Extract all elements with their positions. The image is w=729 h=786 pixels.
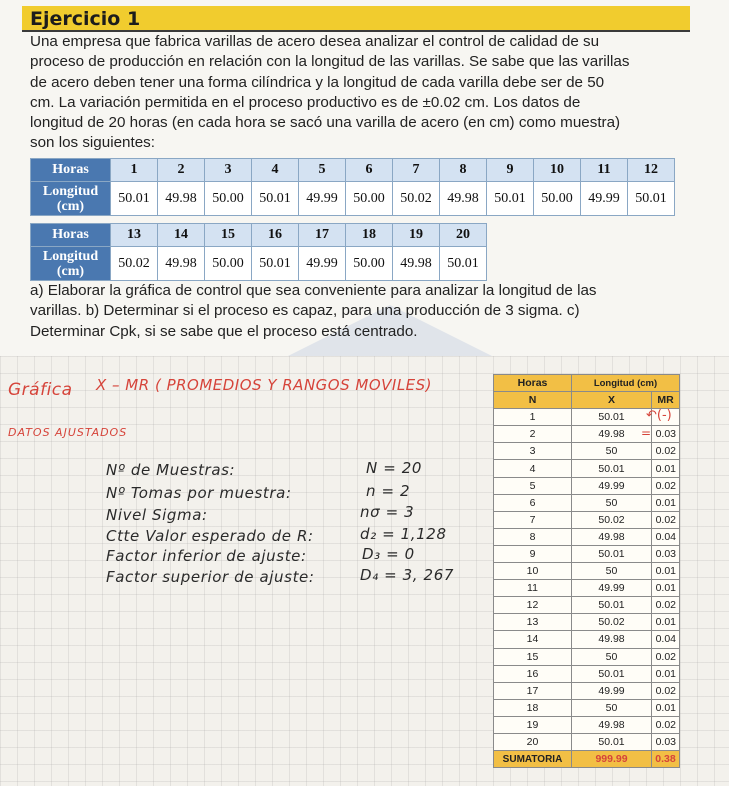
hour-cell: 15: [205, 224, 252, 247]
hour-cell: 1: [111, 159, 158, 182]
param-label: Nº Tomas por muestra:: [106, 484, 292, 502]
length-cell: 50.01: [252, 182, 299, 216]
length-cell: 49.99: [581, 182, 628, 216]
length-cell: 50.01: [252, 247, 299, 281]
param-value: n = 2: [366, 482, 411, 500]
excel-mr-cell: 0.01: [652, 699, 680, 716]
question-text: [30, 281, 690, 342]
excel-row: [494, 716, 680, 733]
length-header-line2: (cm): [56, 263, 85, 279]
statement-line: proceso de producción en relación con la longitud de las varillas. Se sabe que las varillas: [30, 53, 630, 71]
length-cell: 50.01: [111, 182, 158, 216]
length-cell: 50.00: [534, 182, 581, 216]
handwritten-difference-arrow: ↶(-): [646, 408, 672, 423]
excel-x-cell: 50: [572, 699, 652, 716]
excel-mr-cell: 0.02: [652, 477, 680, 494]
excel-n-cell: 19: [494, 716, 572, 733]
excel-mr-cell: 0.02: [652, 511, 680, 528]
param-label: Factor inferior de ajuste:: [106, 547, 307, 565]
chart-type-note: X – MR ( PROMEDIOS Y RANGOS MOVILES): [96, 376, 433, 394]
excel-mr-cell: 0.02: [652, 443, 680, 460]
length-cell: 50.00: [346, 182, 393, 216]
sum-x-value: 999.99: [572, 751, 652, 768]
excel-n-cell: 17: [494, 682, 572, 699]
length-header-line1: Longitud: [42, 248, 99, 264]
excel-x-header: X: [572, 392, 652, 409]
question-line: varillas. b) Determinar si el proceso es capaz, para una producción de 3 sigma. c): [30, 302, 580, 320]
statement-line: de acero deben tener una forma cilíndrica y la longitud de cada varilla debe ser de 50: [30, 73, 605, 91]
chart-title-note: Gráfica: [8, 380, 73, 400]
length-header: [31, 182, 111, 216]
length-row: [31, 182, 675, 216]
excel-mr-cell: 0.03: [652, 545, 680, 562]
length-cell: 49.98: [158, 182, 205, 216]
excel-x-cell: 50.01: [572, 409, 652, 426]
param-value: D₄ = 3, 267: [360, 566, 454, 584]
excel-mr-cell: 0.01: [652, 614, 680, 631]
excel-row: [494, 665, 680, 682]
question-line: Determinar Cpk, si se sabe que el proceso está centrado.: [30, 322, 418, 340]
problem-statement: [30, 32, 690, 154]
excel-row: [494, 477, 680, 494]
excel-row: [494, 545, 680, 562]
sum-label: SUMATORIA: [494, 751, 572, 768]
excel-n-header: N: [494, 392, 572, 409]
excel-x-cell: 49.98: [572, 426, 652, 443]
param-label: Nivel Sigma:: [106, 506, 208, 524]
hour-cell: 7: [393, 159, 440, 182]
excel-sum-row: [494, 751, 680, 768]
excel-n-cell: 8: [494, 528, 572, 545]
excel-row: [494, 563, 680, 580]
param-value: d₂ = 1,128: [360, 525, 447, 543]
length-cell: 50.02: [111, 247, 158, 281]
excel-x-cell: 49.98: [572, 631, 652, 648]
excel-n-cell: 7: [494, 511, 572, 528]
excel-n-cell: 10: [494, 563, 572, 580]
excel-n-cell: 3: [494, 443, 572, 460]
excel-mr-cell: 0.02: [652, 716, 680, 733]
excel-x-cell: 49.99: [572, 682, 652, 699]
hour-cell: 19: [393, 224, 440, 247]
length-cell: 49.98: [393, 247, 440, 281]
param-value: D₃ = 0: [362, 545, 415, 563]
excel-n-cell: 13: [494, 614, 572, 631]
excel-row: [494, 528, 680, 545]
excel-x-cell: 50: [572, 494, 652, 511]
excel-subheader-row: [494, 392, 680, 409]
hour-cell: 17: [299, 224, 346, 247]
excel-n-cell: 4: [494, 460, 572, 477]
statement-line: son los siguientes:: [30, 134, 155, 152]
excel-row: [494, 597, 680, 614]
hour-cell: 11: [581, 159, 628, 182]
excel-x-cell: 50.01: [572, 733, 652, 750]
excel-mr-cell: 0.03: [652, 733, 680, 750]
excel-mr-cell: 0.01: [652, 494, 680, 511]
hour-cell: 20: [440, 224, 487, 247]
length-cell: 49.99: [299, 182, 346, 216]
length-cell: 49.98: [158, 247, 205, 281]
question-line: a) Elaborar la gráfica de control que sea conveniente para analizar la longitud de las: [30, 282, 597, 299]
excel-n-cell: 14: [494, 631, 572, 648]
excel-hours-header: Horas: [494, 375, 572, 392]
excel-header-row: [494, 375, 680, 392]
excel-n-cell: 18: [494, 699, 572, 716]
length-cell: 49.98: [440, 182, 487, 216]
excel-x-cell: 50.01: [572, 665, 652, 682]
excel-row: [494, 494, 680, 511]
excel-x-cell: 50.01: [572, 597, 652, 614]
length-cell: 50.01: [628, 182, 675, 216]
excel-row: [494, 511, 680, 528]
handwritten-equals-mark: =: [641, 426, 652, 440]
statement-line: longitud de 20 horas (en cada hora se sacó una varilla de acero (en cm) como muestra): [30, 114, 621, 132]
length-table-part2: [30, 223, 487, 281]
hours-row: [31, 159, 675, 182]
excel-n-cell: 12: [494, 597, 572, 614]
excel-n-cell: 6: [494, 494, 572, 511]
excel-mr-cell: 0.04: [652, 631, 680, 648]
length-header-line2: (cm): [56, 198, 85, 214]
length-header-line1: Longitud: [42, 183, 99, 199]
excel-n-cell: 2: [494, 426, 572, 443]
hours-row: [31, 224, 487, 247]
hour-cell: 14: [158, 224, 205, 247]
excel-mr-cell: 0.02: [652, 648, 680, 665]
excel-row: [494, 682, 680, 699]
excel-n-cell: 20: [494, 733, 572, 750]
excel-x-cell: 49.99: [572, 477, 652, 494]
excel-n-cell: 11: [494, 580, 572, 597]
excel-mr-cell: 0.01: [652, 665, 680, 682]
excel-mr-cell: 0.01: [652, 460, 680, 477]
param-value: N = 20: [366, 459, 423, 477]
hour-cell: 10: [534, 159, 581, 182]
adjusted-data-label: DATOS AJUSTADOS: [8, 426, 128, 439]
length-cell: 50.00: [346, 247, 393, 281]
excel-x-cell: 49.98: [572, 528, 652, 545]
excel-row: [494, 631, 680, 648]
excel-row: [494, 614, 680, 631]
hours-header: Horas: [31, 159, 111, 182]
length-cell: 50.00: [205, 182, 252, 216]
excel-mr-cell: 0.02: [652, 597, 680, 614]
moving-range-table: [493, 374, 680, 768]
excel-x-cell: 50.02: [572, 614, 652, 631]
hour-cell: 6: [346, 159, 393, 182]
excel-x-cell: 50.01: [572, 460, 652, 477]
excel-mr-cell: 0.02: [652, 682, 680, 699]
hour-cell: 8: [440, 159, 487, 182]
excel-x-cell: 50: [572, 443, 652, 460]
excel-mr-cell: 0.03: [652, 426, 680, 443]
param-value: nσ = 3: [360, 503, 415, 521]
length-cell: 50.02: [393, 182, 440, 216]
hour-cell: 13: [111, 224, 158, 247]
statement-line: cm. La variación permitida en el proceso productivo es de ±0.02 cm. Los datos de: [30, 93, 581, 111]
excel-row: [494, 460, 680, 477]
hour-cell: 5: [299, 159, 346, 182]
excel-x-cell: 49.98: [572, 716, 652, 733]
length-cell: 50.00: [205, 247, 252, 281]
excel-x-cell: 50: [572, 563, 652, 580]
excel-mr-cell: 0.01: [652, 580, 680, 597]
excel-x-cell: 49.99: [572, 580, 652, 597]
exercise-title: Ejercicio 1: [30, 8, 141, 30]
param-label: Nº de Muestras:: [106, 461, 236, 479]
hours-header: Horas: [31, 224, 111, 247]
length-cell: 50.01: [487, 182, 534, 216]
hour-cell: 18: [346, 224, 393, 247]
param-label: Factor superior de ajuste:: [106, 568, 315, 586]
hour-cell: 12: [628, 159, 675, 182]
sum-mr-value: 0.38: [652, 751, 680, 768]
exercise-banner: [22, 6, 690, 32]
exercise-sheet: [0, 0, 729, 356]
excel-row: [494, 426, 680, 443]
hour-cell: 4: [252, 159, 299, 182]
excel-mr-header: MR: [652, 392, 680, 409]
hour-cell: 3: [205, 159, 252, 182]
hour-cell: 9: [487, 159, 534, 182]
excel-n-cell: 5: [494, 477, 572, 494]
excel-n-cell: 1: [494, 409, 572, 426]
length-cell: 50.01: [440, 247, 487, 281]
excel-row: [494, 580, 680, 597]
excel-n-cell: 9: [494, 545, 572, 562]
excel-mr-cell: 0.01: [652, 563, 680, 580]
length-header: [31, 247, 111, 281]
excel-mr-cell: 0.04: [652, 528, 680, 545]
excel-row: [494, 443, 680, 460]
excel-x-cell: 50.02: [572, 511, 652, 528]
excel-row: [494, 699, 680, 716]
param-label: Ctte Valor esperado de R:: [106, 527, 314, 545]
excel-n-cell: 15: [494, 648, 572, 665]
statement-line: Una empresa que fabrica varillas de acero desea analizar el control de calidad de su: [30, 33, 600, 50]
excel-n-cell: 16: [494, 665, 572, 682]
hour-cell: 2: [158, 159, 205, 182]
excel-x-cell: 50: [572, 648, 652, 665]
length-table-part1: [30, 158, 675, 216]
length-row: [31, 247, 487, 281]
length-cell: 49.99: [299, 247, 346, 281]
hour-cell: 16: [252, 224, 299, 247]
excel-row: [494, 648, 680, 665]
excel-x-cell: 50.01: [572, 545, 652, 562]
excel-length-header: Longitud (cm): [572, 375, 680, 392]
excel-row: [494, 733, 680, 750]
